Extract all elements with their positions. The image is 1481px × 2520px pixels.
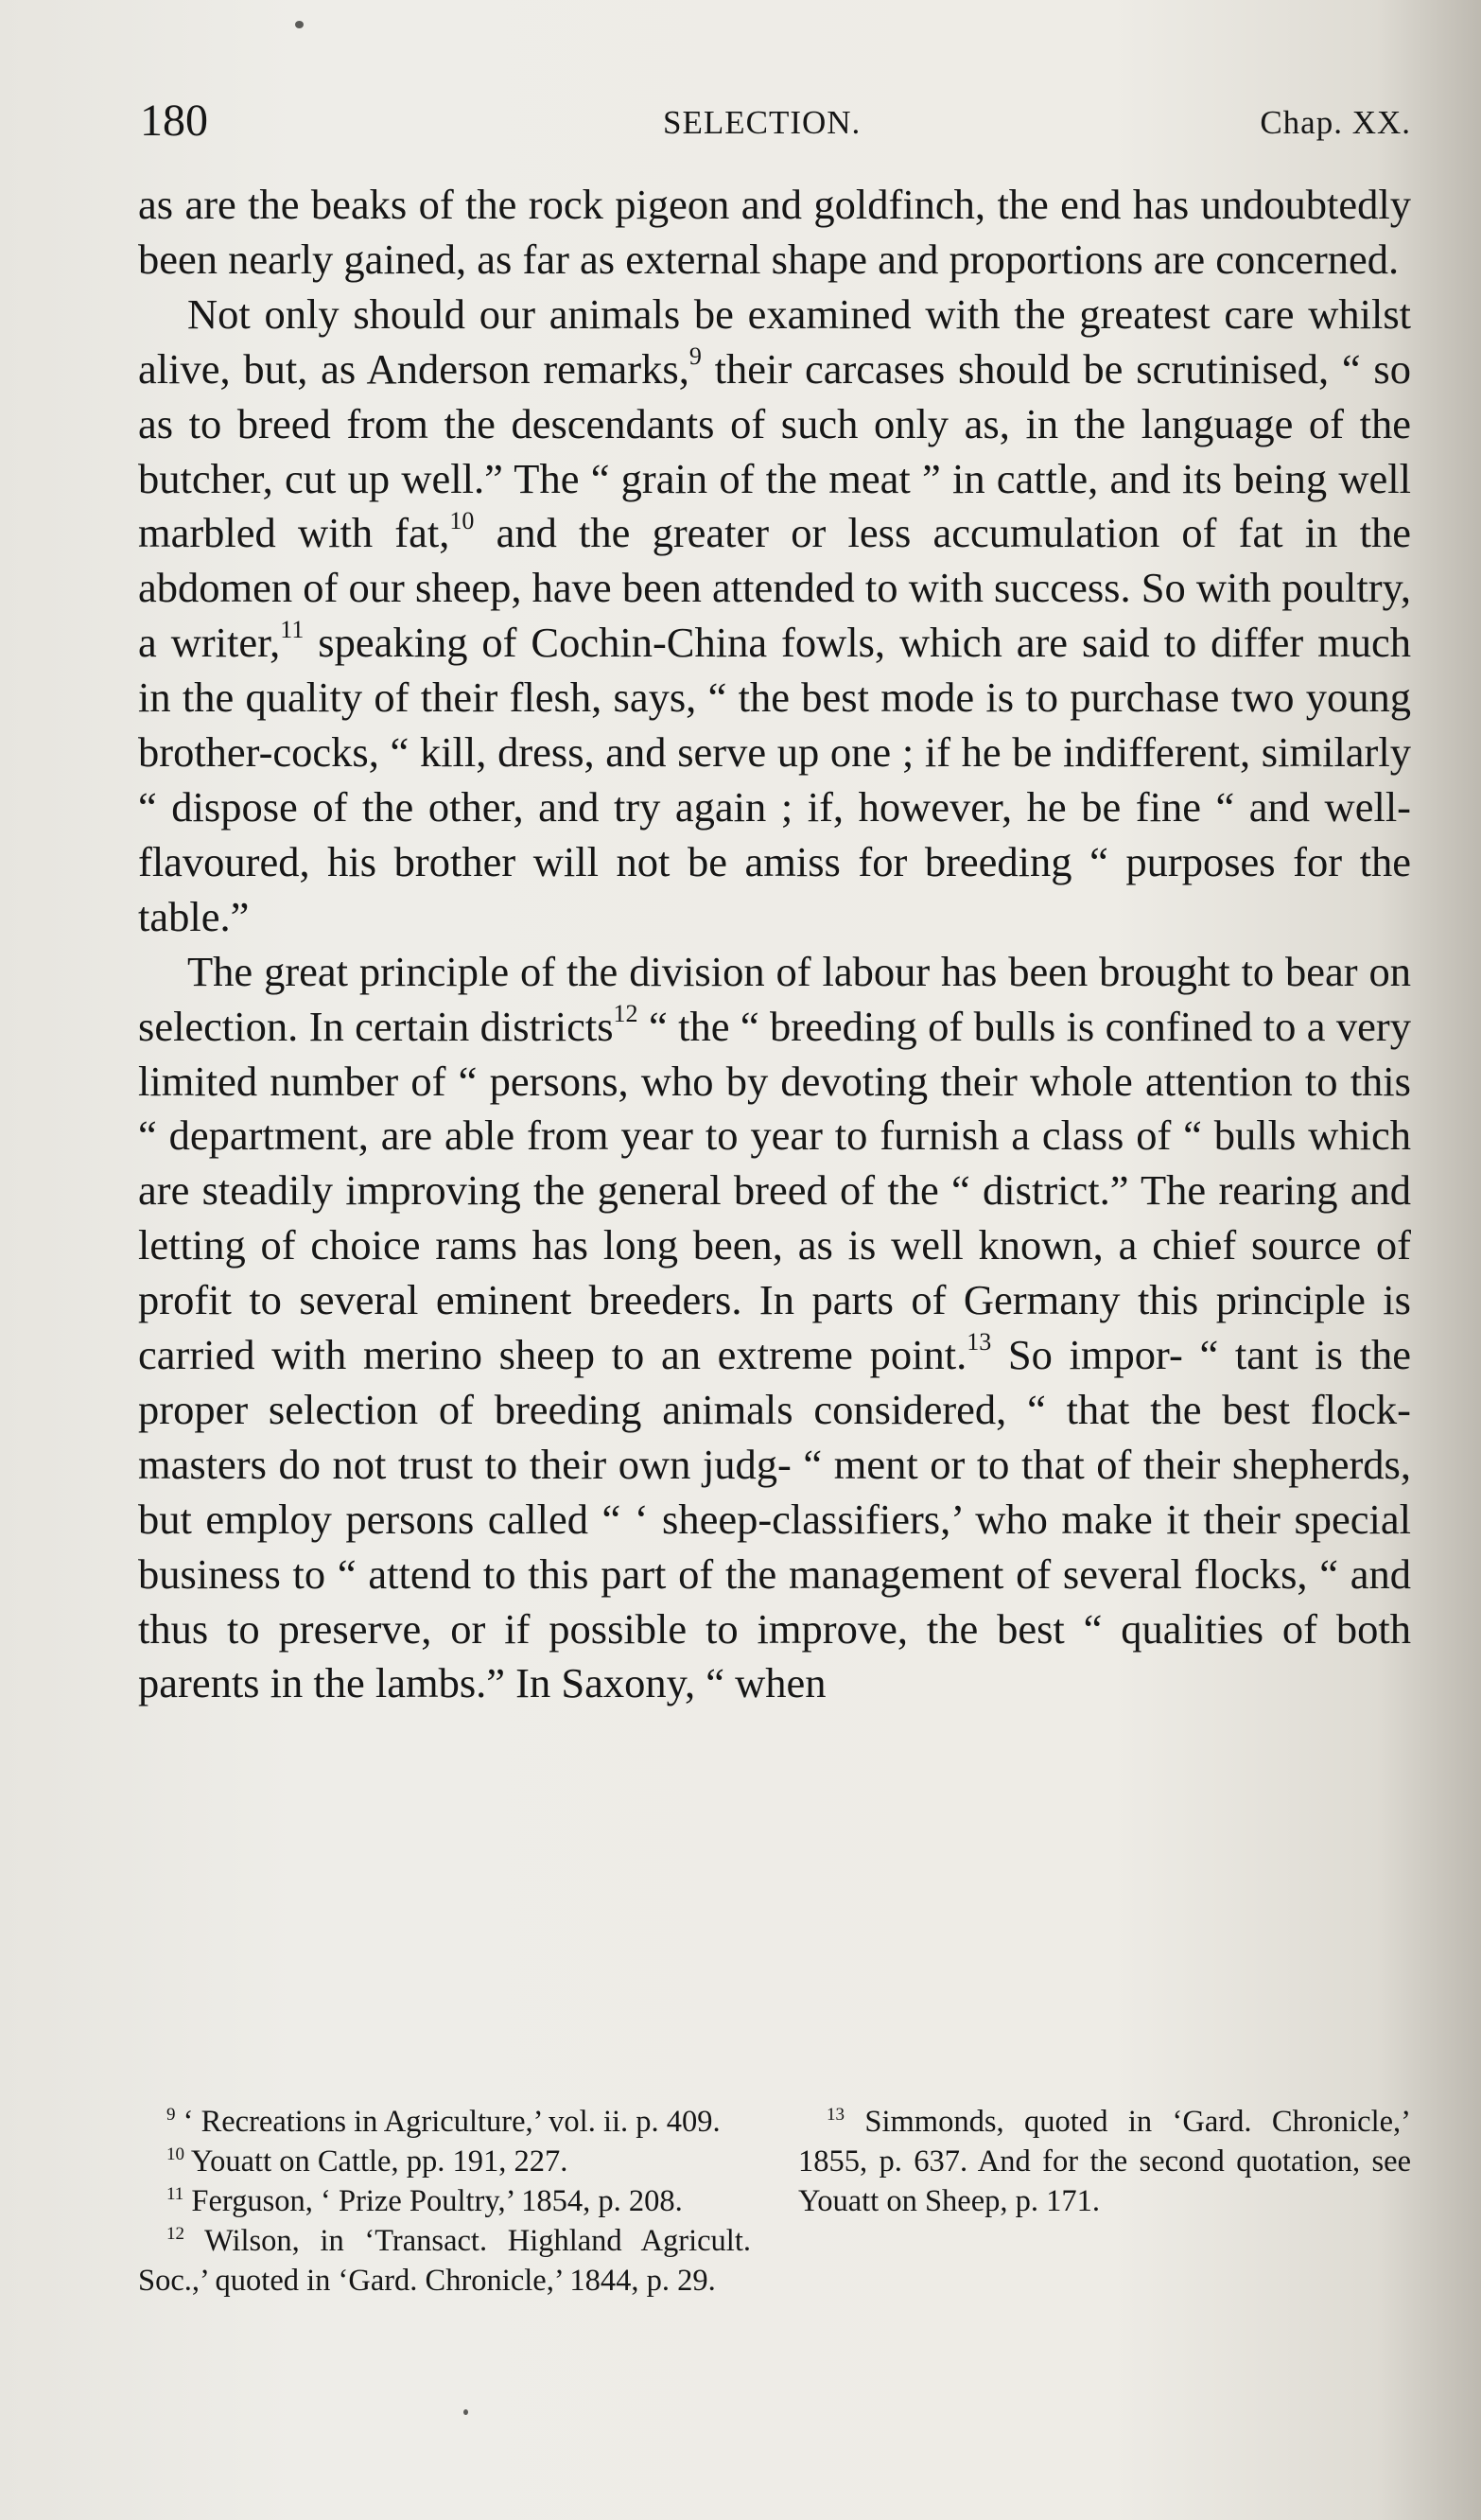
footnote-ref-12[interactable]: 12: [613, 999, 638, 1027]
paragraph-3: The great principle of the division of labour has been brought to bear on selection. In certain districts$^{12}$ “ the “ breeding of bulls is confined to a very limited number of “ persons, who by devoting their whole attention to this “ department, are able from year to year to furnish a class of “ bulls which are steadily improving the general breed of the “ district.” The rearing and letting of choice rams has long been, as is well known, a chief source of profit to several eminent breeders. In parts of Germany this principle is carried with merino sheep to an extreme point.$^{13}$ So impor- “ tant is the proper selection of breeding animals considered, “ that the best flock-masters do not trust to their own judg- “ ment or to that of their shepherds, but employ persons called “ ‘ sheep-classifiers,’ who make it their special business to “ attend to this part of the management of several flocks, “ and thus to preserve, or if possible to improve, the best “ qualities of both parents in the lambs.” In Saxony, “ when: [138, 947, 1411, 1707]
page-number: 180: [140, 96, 208, 146]
footnote-ref-13[interactable]: 13: [967, 1328, 992, 1356]
paragraph-2: Not only should our animals be examined with the greatest care whilst alive, but, as Anderson remarks,$^9$ their carcases should be scrutinised, “ so as to breed from the descendants of such only as, in the language of the butcher, cut up well.” The “ grain of the meat ” in cattle, and its being well marbled with fat,$^{10}$ and the greater or less accumulation of fat in the abdomen of our sheep, have been attended to with success. So with poultry, a writer,$^{11}$ speaking of Cochin-China fowls, which are said to differ much in the quality of their flesh, says, “ the best mode is to purchase two young brother-cocks, “ kill, dress, and serve up one ; if he be indifferent, similarly “ dispose of the other, and try again ; if, however, he be fine “ and well-flavoured, his brother will not be amiss for breeding “ purposes for the table.”: [138, 289, 1411, 940]
book-page: [138, 91, 1411, 1711]
running-title: SELECTION.: [663, 104, 862, 141]
footnote-11: $^{11}$ Ferguson, ‘ Prize Poultry,’ 1854, p. 208.: [166, 2184, 683, 2218]
body-text: [138, 178, 1411, 1711]
footnotes: [138, 2102, 1411, 2301]
footnote-ref-10[interactable]: 10: [449, 506, 475, 534]
footnote-10: $^{10}$ Youatt on Cattle, pp. 191, 227.: [166, 2144, 568, 2179]
paper-speck: [295, 21, 304, 28]
paper-speck: [463, 2409, 468, 2415]
footnotes-left-column: [138, 2102, 751, 2301]
footnote-ref-11[interactable]: 11: [280, 616, 305, 644]
running-head: [138, 91, 1411, 166]
footnote-13: $^{13}$ Simmonds, quoted in ‘Gard. Chronicle,’ 1855, p. 637. And for the second quotation, see Youatt on Sheep, p. 171.: [798, 2105, 1411, 2218]
footnote-12: $^{12}$ Wilson, in ‘Transact. Highland Agricult. Soc.,’ quoted in ‘Gard. Chronicle,’ 1844, p. 29.: [138, 2224, 751, 2298]
chapter-reference: Chap. XX.: [1260, 104, 1411, 141]
footnote-ref-9[interactable]: 9: [688, 341, 702, 370]
footnote-9: $^9$ ‘ Recreations in Agriculture,’ vol. ii. p. 409.: [166, 2105, 721, 2139]
footnotes-right-column: [798, 2102, 1411, 2301]
paragraph-1: as are the beaks of the rock pigeon and goldfinch, the end has undoubtedly been nearly gained, as far as external shape and proportions are concerned.: [138, 181, 1411, 283]
